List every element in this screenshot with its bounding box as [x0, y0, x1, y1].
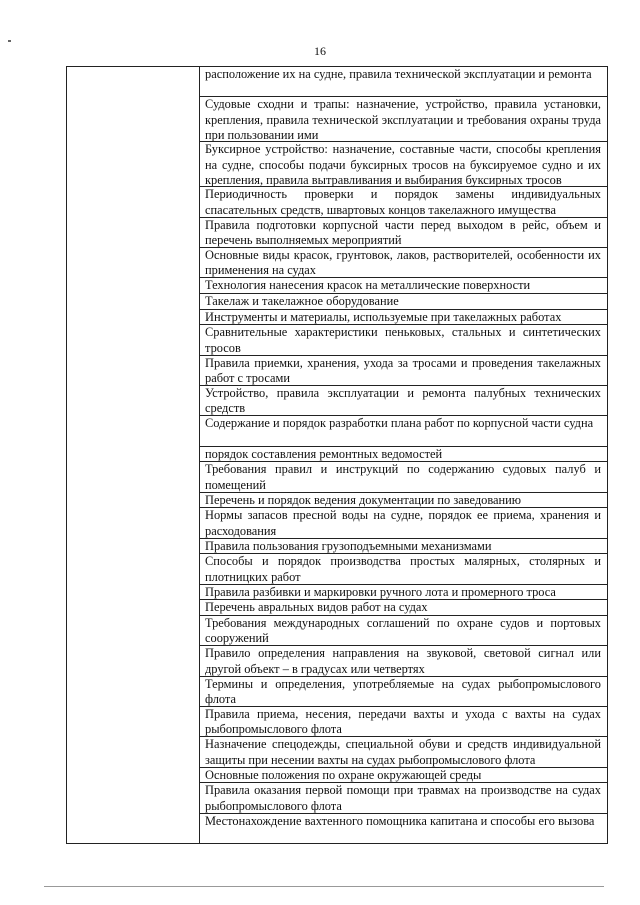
table-row: Правило определения направления на звуковой, световой сигнал или другой объект – в градусах или четвертях [200, 646, 607, 676]
table-row: Правила пользования грузоподъемными механизмами [200, 539, 607, 555]
table-row: Назначение спецодежды, специальной обуви и средств индивидуальной защиты при несении вахты на судах рыбопромыслового флота [200, 737, 607, 767]
left-column-cell [67, 67, 200, 843]
table-row: Содержание и порядок разработки плана работ по корпусной части судна [200, 416, 607, 446]
table-row: Правила разбивки и маркировки ручного лота и промерного троса [200, 585, 607, 601]
table-row: Требования международных соглашений по охране судов и портовых сооружений [200, 616, 607, 646]
content-table [66, 66, 608, 844]
page-number: 16 [314, 44, 326, 58]
table-row: Термины и определения, употребляемые на судах рыбопромыслового флота [200, 677, 607, 707]
right-column [200, 67, 607, 843]
table-row: Правила приемки, хранения, ухода за тросами и проведения такелажных работ с тросами [200, 356, 607, 386]
table-row: Буксирное устройство: назначение, составные части, способы крепления на судне, способы подачи буксирных тросов на буксируемое судно и их крепления, правила вытравливания и выбирания буксирных тросов [200, 142, 607, 187]
table-row: Периодичность проверки и порядок замены индивидуальных спасательных средств, швартовых концов такелажного имущества [200, 187, 607, 217]
table-row: Инструменты и материалы, используемые при такелажных работах [200, 310, 607, 326]
scan-edge-line [44, 886, 604, 887]
table-row: Правила оказания первой помощи при травмах на производстве на судах рыбопромыслового флота [200, 783, 607, 813]
table-row: Технология нанесения красок на металлические поверхности [200, 278, 607, 294]
table-row: Устройство, правила эксплуатации и ремонта палубных технических средств [200, 386, 607, 416]
table-row: Перечень авральных видов работ на судах [200, 600, 607, 616]
table-row: Правила подготовки корпусной части перед выходом в рейс, объем и перечень выполняемых мероприятий [200, 218, 607, 248]
table-row: Сравнительные характеристики пеньковых, стальных и синтетических тросов [200, 325, 607, 355]
table-row: Основные положения по охране окружающей среды [200, 768, 607, 784]
table-row: расположение их на судне, правила технической эксплуатации и ремонта [200, 67, 607, 97]
table-row: Правила приема, несения, передачи вахты и ухода с вахты на судах рыбопромыслового флота [200, 707, 607, 737]
table-row: Местонахождение вахтенного помощника капитана и способы его вызова [205, 813, 595, 828]
table-row: Способы и порядок производства простых малярных, столярных и плотницких работ [200, 554, 607, 584]
table-row: порядок составления ремонтных ведомостей [200, 447, 607, 463]
table-row: Основные виды красок, грунтовок, лаков, растворителей, особенности их применения на судах [200, 248, 607, 278]
table-row: Судовые сходни и трапы: назначение, устройство, правила установки, крепления, правила технической эксплуатации и требования охраны труда при пользовании ими [200, 97, 607, 142]
table-row: Перечень и порядок ведения документации по заведованию [200, 493, 607, 509]
table-row: Такелаж и такелажное оборудование [200, 294, 607, 310]
scan-mark [8, 40, 11, 42]
table-row: Требования правил и инструкций по содержанию судовых палуб и помещений [200, 462, 607, 492]
table-row: Нормы запасов пресной воды на судне, порядок ее приема, хранения и расходования [200, 508, 607, 538]
